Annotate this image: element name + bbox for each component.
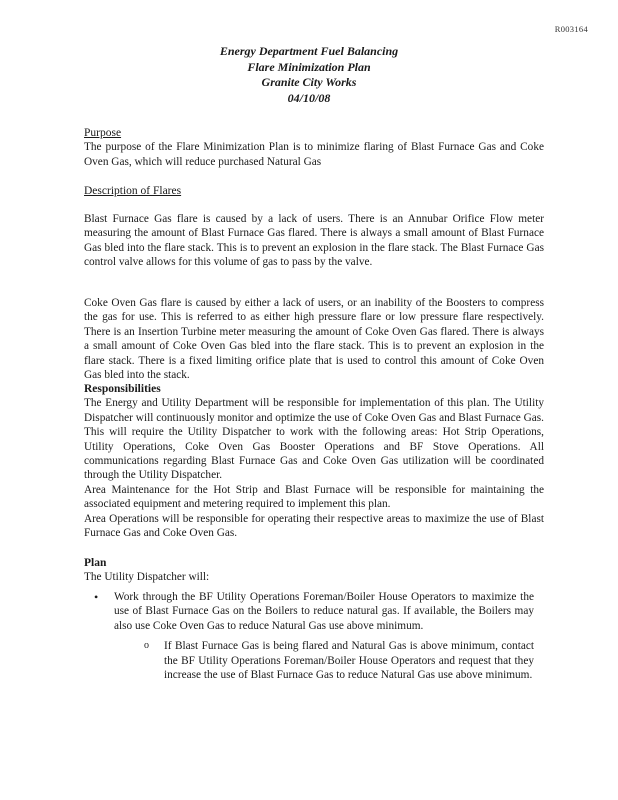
plan-section	[84, 556, 544, 585]
list-item	[84, 590, 534, 633]
responsibilities-paragraph: Area Maintenance for the Hot Strip and Blast Furnace will be responsible for maintaining the associated equipment and metering required to implement this plan.	[84, 483, 544, 511]
responsibilities-heading: Responsibilities	[84, 383, 161, 395]
plan-intro: The Utility Dispatcher will:	[84, 571, 210, 584]
description-paragraph	[84, 212, 544, 270]
purpose-text: The purpose of the Flare Minimization Plan is to minimize flaring of Blast Furnace Gas and Coke Oven Gas, which will reduce purchased Natural Gas	[84, 141, 544, 168]
document-id: R003164	[554, 24, 588, 34]
bullet-marker: •	[94, 590, 99, 604]
description-paragraph	[84, 296, 544, 382]
sub-bullet-marker: o	[144, 640, 149, 652]
bullet-text: Work through the BF Utility Operations Foreman/Boiler House Operators to maximize the use of Blast Furnace Gas on the Boilers to reduce natural gas. If available, the Boilers may also use Coke Oven Gas to reduce Natural Gas use above minimum.	[114, 591, 534, 632]
title-line: Flare Minimization Plan	[247, 59, 371, 74]
title-line: Energy Department Fuel Balancing	[219, 44, 399, 58]
sub-bullet-text: If Blast Furnace Gas is being flared and Natural Gas is above minimum, contact the BF Utility Operations Foreman/Boiler House Operators and request that they increase the use of Blast Furnace Gas to reduce Natural Gas use above minimum.	[164, 640, 534, 682]
plan-heading: Plan	[84, 557, 107, 569]
coke-oven-gas-paragraph: Coke Oven Gas flare is caused by either a lack of users, or an inability of the Boosters to compress the gas for use. This is referred to as either high pressure flare or low pressure flare respectively. There is an Insertion Turbine meter measuring the amount of Coke Oven Gas flared. There is always a small amount of Coke Oven Gas bled into the flare stack. This is to prevent an explosion in the flare stack. There is a fixed limiting orifice plate that is used to control this amount of Coke Oven Gas bled into the stack.	[84, 297, 544, 382]
sub-list-item	[84, 639, 534, 682]
purpose-section	[84, 126, 544, 169]
plan-bullet-list	[84, 590, 534, 682]
description-heading: Description of Flares	[84, 185, 182, 197]
description-heading-block	[84, 184, 544, 198]
responsibilities-paragraph: The Energy and Utility Department will be responsible for implementation of this plan. The Utility Dispatcher will continuously monitor and optimize the use of Coke Oven Gas and Blast Furnace Gas. This will require the Utility Dispatcher to work with the following areas: Hot Strip Operations, Utility Operations, Coke Oven Gas Booster Operations and BF Stove Operations. All communications regarding Blast Furnace Gas and Coke Oven Gas utilization will be coordinated through the Utility Dispatcher.	[84, 397, 544, 482]
purpose-heading: Purpose	[84, 127, 122, 139]
responsibilities-section	[84, 382, 544, 540]
bf-gas-paragraph: Blast Furnace Gas flare is caused by a lack of users. There is an Annubar Orifice Flow meter measuring the amount of Blast Furnace Gas flared. There is always a small amount of Blast Furnace Gas bled into the flare stack. This is to prevent an explosion in the flare stack. The Blast Furnace Gas control valve allows for this volume of gas to pass by the valve.	[84, 213, 544, 269]
title-line: Granite City Works	[261, 75, 357, 89]
responsibilities-paragraph: Area Operations will be responsible for operating their respective areas to maximize the use of Blast Furnace Gas and Coke Oven Gas.	[84, 512, 544, 540]
title-block	[0, 44, 618, 106]
title-date: 04/10/08	[287, 90, 331, 105]
